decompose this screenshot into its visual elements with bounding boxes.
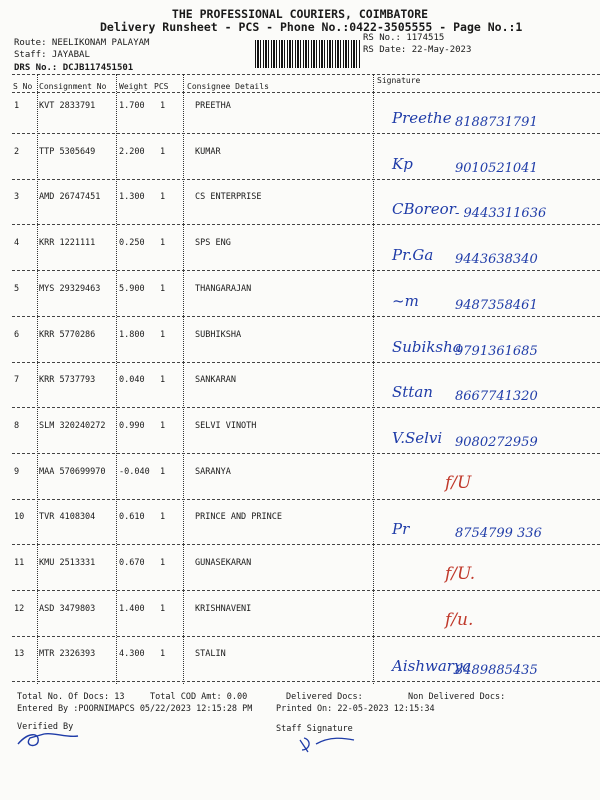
delivered-docs: Delivered Docs:: [286, 692, 363, 702]
handwritten-phone: 8754799 336: [455, 526, 542, 541]
row-pcs: 1: [160, 238, 166, 248]
handwritten-signature: Pr.Ga: [392, 246, 434, 264]
row-pcs: 1: [160, 101, 166, 111]
handwritten-signature: CBoreor: [392, 200, 456, 218]
entered-by: Entered By :POORNIMAPCS 05/22/2023 12:15:28 PM: [17, 704, 253, 714]
follow-up-mark: f/U: [445, 473, 472, 493]
drs-number: DRS No.: DCJB117451501: [14, 63, 134, 73]
row-consignee: STALIN: [195, 649, 226, 659]
route-label: Route: NEELIKONAM PALAYAM: [14, 38, 150, 48]
row-consignment: KMU 2513331: [39, 558, 96, 568]
row-consignee: SUBHIKSHA: [195, 330, 242, 340]
row-sno: 11: [14, 558, 25, 568]
row-weight: 0.250: [119, 238, 145, 248]
handwritten-phone: 8667741320: [455, 389, 538, 404]
row-consignment: KVT 2833791: [39, 101, 96, 111]
col-header-signature: Signature: [377, 76, 421, 85]
row-pcs: 1: [160, 512, 166, 522]
handwritten-phone: 8489885435: [455, 663, 538, 678]
row-consignee: KUMAR: [195, 147, 221, 157]
row-separator: [12, 133, 600, 134]
row-consignee: SPS ENG: [195, 238, 231, 248]
handwritten-signature: V.Selvi: [392, 429, 443, 447]
row-weight: 2.200: [119, 147, 145, 157]
company-title: THE PROFESSIONAL COURIERS, COIMBATORE: [171, 7, 429, 21]
col-header-consignment: Consignment No: [39, 82, 107, 91]
row-consignment: AMD 26747451: [39, 192, 101, 202]
handwritten-phone: 9487358461: [455, 298, 538, 313]
row-separator: [12, 407, 600, 408]
row-sno: 6: [14, 330, 20, 340]
row-consignment: TTP 5305649: [39, 147, 96, 157]
handwritten-signature: Sttan: [392, 383, 433, 401]
handwritten-signature: Aishwarya: [392, 657, 472, 675]
staff-label: Staff: JAYABAL: [14, 50, 90, 60]
row-pcs: 1: [160, 375, 166, 385]
barcode: [255, 40, 361, 68]
handwritten-phone: - 9443311636: [455, 206, 547, 221]
row-pcs: 1: [160, 330, 166, 340]
row-weight: 1.300: [119, 192, 145, 202]
row-separator: [12, 544, 600, 545]
col-header-sno: S No: [13, 82, 33, 91]
col-header-pcs: PCS: [154, 82, 169, 91]
handwritten-phone: 8188731791: [455, 115, 538, 130]
follow-up-mark: f/U.: [445, 564, 476, 584]
row-consignee: SELVI VINOTH: [195, 421, 257, 431]
rs-number: RS No.: 1174515: [363, 33, 445, 43]
row-consignment: MYS 29329463: [39, 284, 101, 294]
row-consignment: ASD 3479803: [39, 604, 96, 614]
column-divider: [37, 74, 38, 684]
handwritten-signature: ~m: [392, 292, 419, 310]
row-sno: 10: [14, 512, 25, 522]
handwritten-phone: 9443638340: [455, 252, 538, 267]
row-consignment: KRR 5737793: [39, 375, 96, 385]
non-delivered-docs: Non Delivered Docs:: [408, 692, 506, 702]
verified-by-label: Verified By: [17, 722, 74, 732]
row-consignment: KRR 1221111: [39, 238, 96, 248]
row-sno: 7: [14, 375, 20, 385]
row-consignee: PREETHA: [195, 101, 231, 111]
row-pcs: 1: [160, 421, 166, 431]
runsheet-subtitle: Delivery Runsheet - PCS - Phone No.:0422-3505555 - Page No.:1: [100, 20, 523, 34]
table-top-rule: [12, 74, 600, 75]
col-header-consignee: Consignee Details: [187, 82, 269, 91]
row-consignee: GUNASEKARAN: [195, 558, 252, 568]
handwritten-signature: Pr: [392, 520, 410, 538]
row-weight: 1.400: [119, 604, 145, 614]
printed-on: Printed On: 22-05-2023 12:15:34: [276, 704, 435, 714]
handwritten-phone: 9080272959: [455, 435, 538, 450]
row-separator: [12, 590, 600, 591]
row-separator: [12, 362, 600, 363]
row-separator: [12, 499, 600, 500]
row-weight: 4.300: [119, 649, 145, 659]
row-weight: 5.900: [119, 284, 145, 294]
row-weight: 0.040: [119, 375, 145, 385]
row-sno: 2: [14, 147, 20, 157]
row-consignee: KRISHNAVENI: [195, 604, 252, 614]
row-weight: 1.800: [119, 330, 145, 340]
column-divider: [373, 74, 374, 684]
col-header-weight: Weight: [119, 82, 148, 91]
row-consignee: SANKARAN: [195, 375, 236, 385]
staff-signature-label: Staff Signature: [276, 724, 353, 734]
row-sno: 13: [14, 649, 25, 659]
row-consignment: TVR 4108304: [39, 512, 96, 522]
row-consignment: KRR 5770286: [39, 330, 96, 340]
handwritten-phone: 9010521041: [455, 161, 538, 176]
table-header-rule: [12, 92, 600, 93]
row-consignee: THANGARAJAN: [195, 284, 252, 294]
row-weight: 0.990: [119, 421, 145, 431]
row-pcs: 1: [160, 558, 166, 568]
rs-date: RS Date: 22-May-2023: [363, 45, 472, 55]
row-sno: 8: [14, 421, 20, 431]
row-pcs: 1: [160, 604, 166, 614]
row-pcs: 1: [160, 649, 166, 659]
row-separator: [12, 636, 600, 637]
row-separator: [12, 453, 600, 454]
row-pcs: 1: [160, 467, 166, 477]
row-sno: 1: [14, 101, 20, 111]
follow-up-mark: f/u.: [445, 610, 474, 630]
row-separator: [12, 681, 600, 682]
row-sno: 4: [14, 238, 20, 248]
row-pcs: 1: [160, 284, 166, 294]
row-weight: -0.040: [119, 467, 150, 477]
row-weight: 1.700: [119, 101, 145, 111]
column-divider: [183, 74, 184, 684]
handwritten-signature: Kp: [392, 155, 413, 173]
row-pcs: 1: [160, 192, 166, 202]
row-consignment: MTR 2326393: [39, 649, 96, 659]
row-separator: [12, 179, 600, 180]
row-sno: 5: [14, 284, 20, 294]
row-separator: [12, 316, 600, 317]
handwritten-signature: Preethe: [392, 109, 452, 127]
total-cod: Total COD Amt: 0.00: [150, 692, 248, 702]
staff-signature-mark: [290, 734, 360, 756]
row-weight: 0.610: [119, 512, 145, 522]
row-separator: [12, 224, 600, 225]
row-consignee: CS ENTERPRISE: [195, 192, 262, 202]
verifier-signature-mark: [14, 728, 84, 750]
row-consignee: PRINCE AND PRINCE: [195, 512, 282, 522]
row-sno: 12: [14, 604, 25, 614]
total-docs: Total No. Of Docs: 13: [17, 692, 125, 702]
row-pcs: 1: [160, 147, 166, 157]
row-consignee: SARANYA: [195, 467, 231, 477]
handwritten-signature: Subiksha: [392, 338, 462, 356]
row-sno: 9: [14, 467, 20, 477]
row-weight: 0.670: [119, 558, 145, 568]
handwritten-phone: 9791361685: [455, 344, 538, 359]
row-consignment: SLM 320240272: [39, 421, 106, 431]
row-sno: 3: [14, 192, 20, 202]
row-separator: [12, 270, 600, 271]
column-divider: [116, 74, 117, 684]
row-consignment: MAA 570699970: [39, 467, 106, 477]
